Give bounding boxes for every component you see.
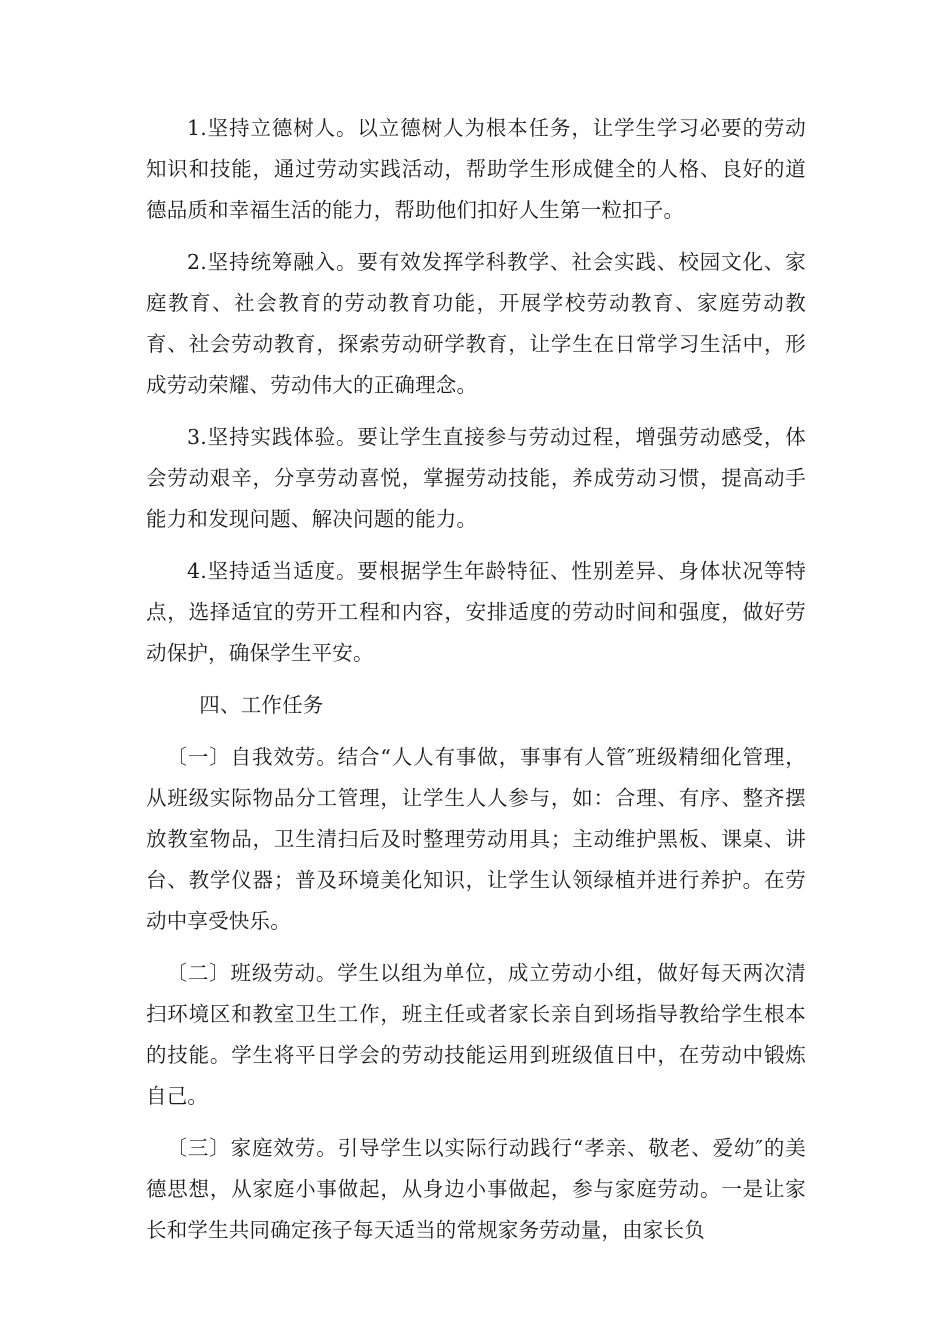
section-heading: 四、工作任务 <box>199 693 324 717</box>
document-body <box>146 108 806 1262</box>
principle-paragraph-4: 4.坚持适当适度。要根据学生年龄特征、性别差异、身体状况等特点，选择适宜的劳开工程和内容，安排适度的劳动时间和强度，做好劳动保护，确保学生平安。 <box>146 559 806 665</box>
task-paragraph-1: 〔一〕自我效劳。结合“人人有事做，事事有人管″班级精细化管理，从班级实际物品分工管理，让学生人人参与，如：合理、有序、整齐摆放教室物品，卫生清扫后及时整理劳动用具；主动维护黑板、课桌、讲台、教学仪器；普及环境美化知识，让学生认领绿植并进行养护。在劳动中享受快乐。 <box>146 745 806 933</box>
principle-paragraph-1: 1.坚持立德树人。以立德树人为根本任务，让学生学习必要的劳动知识和技能，通过劳动实践活动，帮助学生形成健全的人格、良好的道德品质和幸福生活的能力，帮助他们扣好人生第一粒扣子。 <box>146 116 806 222</box>
task-paragraph-2: 〔二〕班级劳动。学生以组为单位，成立劳动小组，做好每天两次清扫环境区和教室卫生工作，班主任或者家长亲自到场指导教给学生根本的技能。学生将平日学会的劳动技能运用到班级值日中，在劳动中锻炼自己。 <box>146 961 806 1108</box>
principle-paragraph-3: 3.坚持实践体验。要让学生直接参与劳动过程，增强劳动感受，体会劳动艰辛，分享劳动喜悦，掌握劳动技能，养成劳动习惯，提高动手能力和发现问题、解决问题的能力。 <box>146 425 806 531</box>
principle-paragraph-2: 2.坚持统筹融入。要有效发挥学科教学、社会实践、校园文化、家庭教育、社会教育的劳动教育功能，开展学校劳动教育、家庭劳动教育、社会劳动教育，探索劳动研学教育，让学生在日常学习生活中，形成劳动荣耀、劳动伟大的正确理念。 <box>146 250 806 397</box>
task-paragraph-3: 〔三〕家庭效劳。引导学生以实际行动践行“孝亲、敬老、爱幼″的美德思想，从家庭小事做起，从身边小事做起，参与家庭劳动。一是让家长和学生共同确定孩子每天适当的常规家务劳动量，由家长负 <box>146 1136 806 1242</box>
